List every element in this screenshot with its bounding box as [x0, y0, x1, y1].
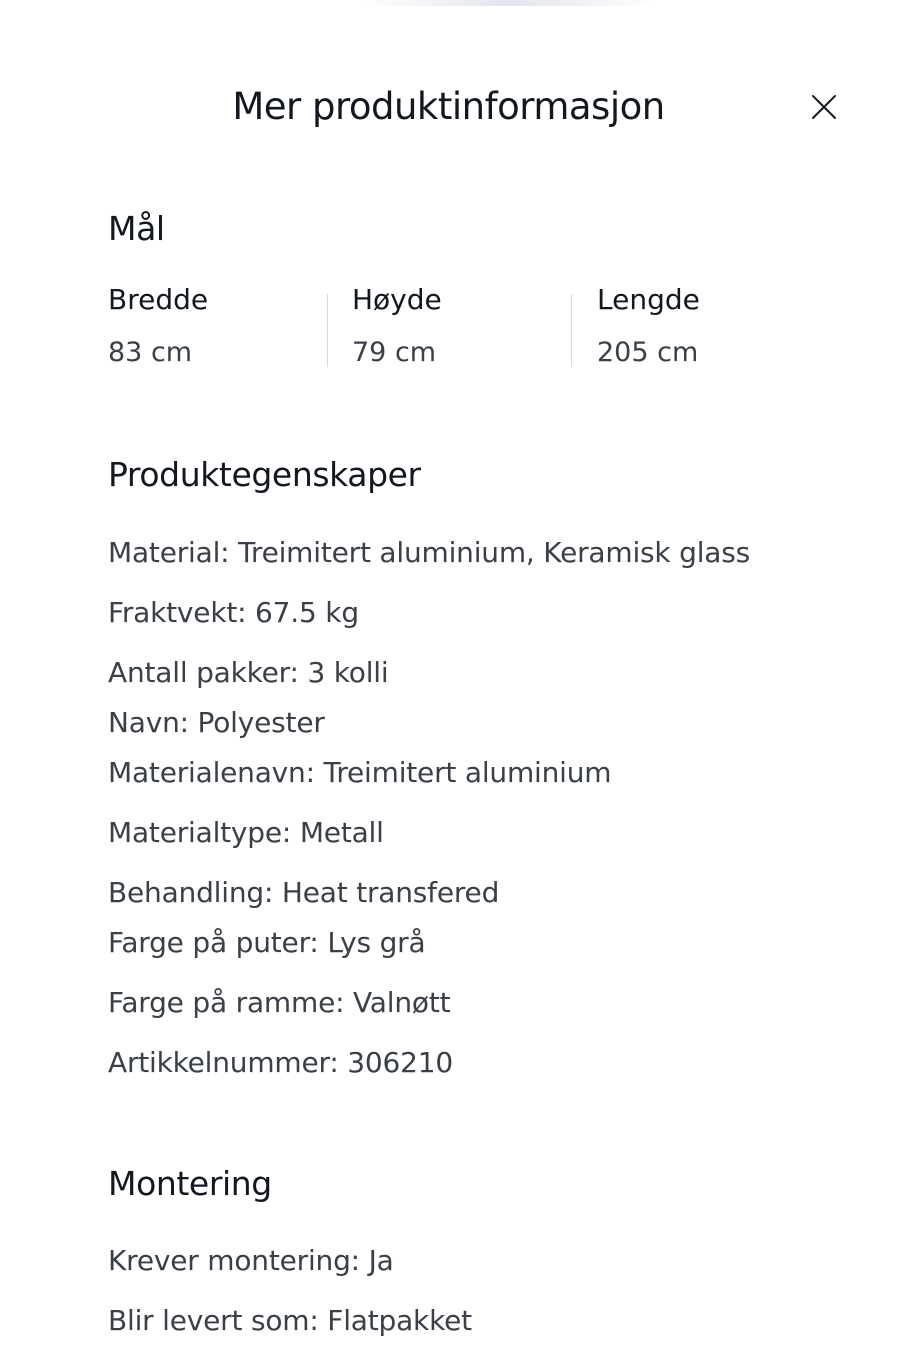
assembly-item: Blir levert som: Flatpakket [108, 1304, 472, 1337]
dimensions-list [108, 282, 868, 372]
property-item: Materialenavn: Treimitert aluminium [108, 756, 612, 789]
property-item: Farge på puter: Lys grå [108, 926, 426, 959]
property-item: Artikkelnummer: 306210 [108, 1046, 453, 1079]
property-item: Material: Treimitert aluminium, Keramisk glass [108, 536, 751, 569]
assembly-heading: Montering [108, 1164, 272, 1203]
property-item: Navn: Polyester [108, 706, 325, 739]
dimension-label: Høyde [352, 283, 442, 316]
property-item: Materialtype: Metall [108, 816, 384, 849]
dimension-width [108, 282, 208, 372]
dimension-label: Bredde [108, 283, 209, 316]
dimension-value: 79 cm [352, 337, 437, 368]
dimension-length [597, 282, 700, 372]
top-sheet-handle [360, 0, 660, 6]
dimension-value: 83 cm [108, 337, 193, 368]
dimension-divider [327, 294, 328, 367]
assembly-item: Krever montering: Ja [108, 1244, 394, 1277]
close-button[interactable] [804, 87, 844, 127]
property-item: Fraktvekt: 67.5 kg [108, 596, 359, 629]
dimension-value: 205 cm [597, 337, 699, 368]
property-item: Antall pakker: 3 kolli [108, 656, 389, 689]
dimension-height [352, 282, 442, 372]
dimension-label: Lengde [597, 283, 700, 316]
property-item: Behandling: Heat transfered [108, 876, 500, 909]
modal-title: Mer produktinformasjon [232, 85, 665, 128]
close-icon [811, 94, 837, 120]
property-item: Farge på ramme: Valnøtt [108, 986, 451, 1019]
properties-heading: Produktegenskaper [108, 455, 421, 494]
dimensions-heading: Mål [108, 209, 165, 248]
dimension-divider [571, 294, 572, 367]
